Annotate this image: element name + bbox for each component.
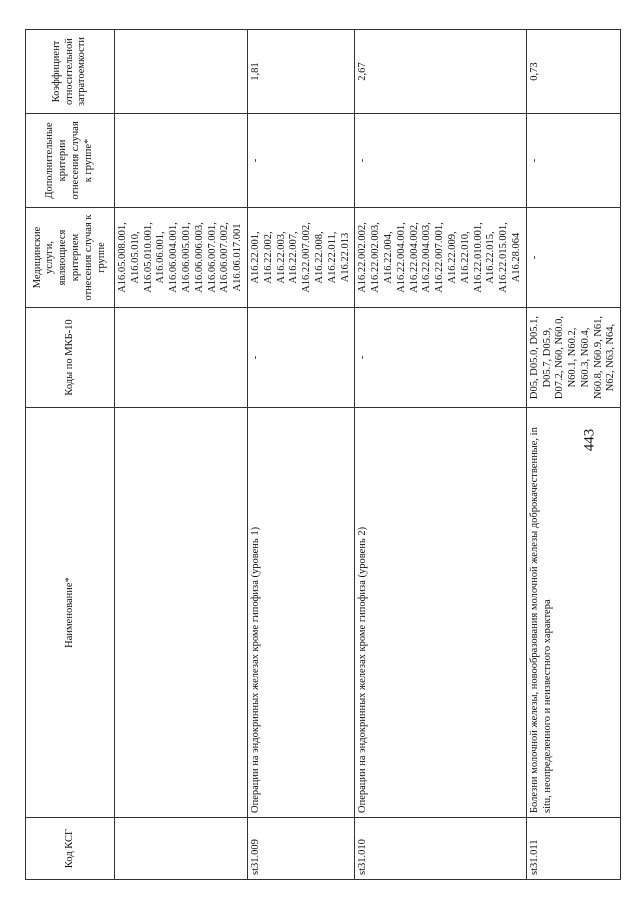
- medical-code: A16.06.001,: [155, 231, 167, 284]
- medical-code: A16.22.010.001,: [472, 222, 484, 293]
- header-mkb: Коды по МКБ-10: [26, 308, 115, 408]
- medical-code: A16.06.004.001,: [168, 222, 180, 293]
- table-row: [247, 30, 354, 880]
- cell-mkb: [526, 308, 621, 408]
- medical-code: A16.06.017.001: [232, 223, 244, 292]
- cell-name: Болезни молочной железы, новообразования молочной железы доброкачественные, in situ, неопределенного и неизвестного характера: [526, 408, 621, 818]
- cell-medical: -: [526, 208, 621, 308]
- medical-code: A16.22.004.003,: [421, 222, 433, 293]
- mkb-code: N60.8, N60.9, N61,: [592, 315, 604, 400]
- medical-code: A16.22.015,: [485, 231, 497, 284]
- medical-code: A16.22.002.002,: [357, 222, 369, 293]
- header-coefficient: Коэффициент относительной затратоемкости: [26, 30, 115, 114]
- cell-additional: -: [355, 114, 526, 208]
- cell-mkb: [115, 308, 248, 408]
- medical-code: A16.06.005.001,: [180, 222, 192, 293]
- cell-mkb: -: [247, 308, 354, 408]
- cell-coefficient: [115, 30, 248, 114]
- medical-code: A16.06.007.001,: [206, 222, 218, 293]
- cell-medical: [247, 208, 354, 308]
- medical-code: A16.05.010.001,: [142, 222, 154, 293]
- mkb-code: N60.1, N60.2,: [567, 327, 579, 388]
- cell-coefficient: 0,73: [526, 30, 621, 114]
- cell-code: st31.010: [355, 818, 526, 880]
- page-number: 443: [581, 428, 598, 452]
- header-code: Код КСГ: [26, 818, 115, 880]
- cell-coefficient: 1,81: [247, 30, 354, 114]
- medical-code: A16.28.064: [510, 232, 522, 283]
- medical-code: A16.22.010,: [459, 231, 471, 284]
- header-additional: Дополнительные критерии отнесения случая к группе*: [26, 114, 115, 208]
- medical-code: A16.22.009,: [446, 231, 458, 284]
- cell-name: Операции на эндокринных железах кроме гипофиза (уровень 1): [247, 408, 354, 818]
- cell-code: st31.011: [526, 818, 621, 880]
- medical-code: A16.06.006.003,: [193, 222, 205, 293]
- cell-coefficient: 2,67: [355, 30, 526, 114]
- mkb-code: D05, D05.0, D05.1,: [528, 315, 540, 400]
- medical-code: A16.22.013: [339, 232, 351, 283]
- cell-mkb: -: [355, 308, 526, 408]
- medical-code: A16.22.004.001,: [395, 222, 407, 293]
- header-medical: Медицинские услуги, являющиеся критерием отнесения случая к группе: [26, 208, 115, 308]
- mkb-code: N60.3, N60.4,: [579, 327, 591, 388]
- cell-name: [115, 408, 248, 818]
- medical-code: A16.22.001,: [249, 231, 261, 284]
- cell-name: Операции на эндокринных железах кроме гипофиза (уровень 2): [355, 408, 526, 818]
- cell-medical: [355, 208, 526, 308]
- header-name: Наименование*: [26, 408, 115, 818]
- medical-code: A16.22.008,: [313, 231, 325, 284]
- cell-additional: -: [247, 114, 354, 208]
- medical-code: A16.22.004,: [382, 231, 394, 284]
- table-row: [355, 30, 526, 880]
- cell-medical: [115, 208, 248, 308]
- medical-code: A16.22.002,: [262, 231, 274, 284]
- table-row: [526, 30, 621, 880]
- table-row: [115, 30, 248, 880]
- mkb-code: D07.2, N60, N60.0,: [554, 315, 566, 400]
- medical-code: A16.22.015.001,: [498, 222, 510, 293]
- medical-code: A16.05.010,: [129, 231, 141, 284]
- cell-additional: [115, 114, 248, 208]
- cell-additional: -: [526, 114, 621, 208]
- table-header-row: [26, 30, 115, 880]
- medical-code: A16.06.007.002,: [219, 222, 231, 293]
- medical-code: A16.05.008.001,: [117, 222, 128, 293]
- medical-code: A16.22.004.002,: [408, 222, 420, 293]
- rotated-table-container: [25, 30, 617, 880]
- medical-code: A16.22.007.001,: [434, 222, 446, 293]
- mkb-code: D05.7, D05.9,: [541, 327, 553, 388]
- medical-code: A16.22.002.003,: [370, 222, 382, 293]
- cell-code: [115, 818, 248, 880]
- medical-code: A16.22.011,: [326, 231, 338, 284]
- medical-code: A16.22.007.002,: [301, 222, 313, 293]
- mkb-code: N62, N63, N64,: [605, 323, 617, 392]
- cell-code: st31.009: [247, 818, 354, 880]
- medical-code: A16.22.007,: [288, 231, 300, 284]
- medical-code: A16.22.003,: [275, 231, 287, 284]
- ksg-table: [25, 29, 621, 880]
